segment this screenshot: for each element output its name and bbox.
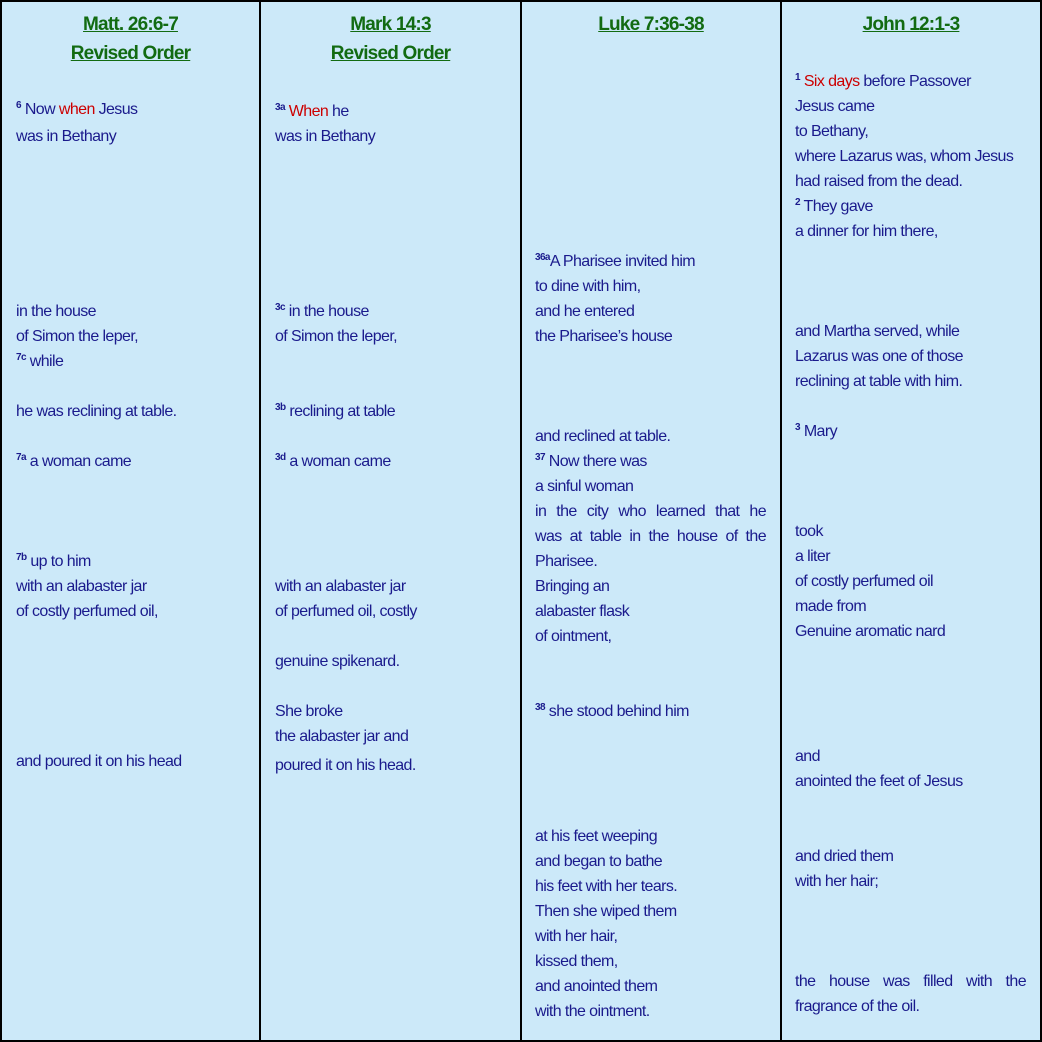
verse-line: $^{3d}$ a woman came bbox=[275, 452, 391, 470]
verse-number: 38 bbox=[535, 702, 545, 713]
verse-line: the alabaster jar and bbox=[275, 728, 409, 745]
verse-line: Genuine aromatic nard bbox=[795, 623, 946, 640]
verse-line: Jesus came bbox=[795, 98, 875, 115]
verse-number: 3d bbox=[275, 452, 286, 463]
matthew-header bbox=[2, 10, 259, 68]
highlighted-word: when bbox=[58, 101, 95, 118]
verse-line: in the city who learned that he bbox=[535, 503, 766, 520]
verse-number: 7a bbox=[16, 452, 26, 463]
verse-line: $^1$ Six days before Passover bbox=[795, 72, 971, 90]
verse-line: at his feet weeping bbox=[535, 828, 658, 845]
luke-reference: Luke 7:36-38 bbox=[598, 14, 704, 35]
verse-number: 3c bbox=[275, 302, 285, 313]
verse-line: was in Bethany bbox=[275, 128, 376, 145]
matthew-column bbox=[2, 2, 261, 1040]
verse-line: and anointed them bbox=[535, 978, 658, 995]
matthew-order-label: Revised Order bbox=[70, 43, 191, 64]
verse-line: his feet with her tears. bbox=[535, 878, 678, 895]
verse-line: took bbox=[795, 523, 823, 540]
john-header bbox=[782, 10, 1040, 39]
verse-number: 37 bbox=[535, 452, 545, 463]
verse-line: of ointment, bbox=[535, 628, 612, 645]
verse-line: and began to bathe bbox=[535, 853, 663, 870]
verse-line: reclining at table with him. bbox=[795, 373, 963, 390]
verse-line: with an alabaster jar bbox=[16, 578, 147, 595]
verse-line: with her hair, bbox=[535, 928, 618, 945]
highlighted-word: Six days bbox=[803, 73, 860, 90]
mark-column bbox=[261, 2, 522, 1040]
verse-line: genuine spikenard. bbox=[275, 653, 400, 670]
verse-line: where Lazarus was, whom Jesus bbox=[795, 148, 1014, 165]
verse-line: Bringing an bbox=[535, 578, 610, 595]
verse-number: 1 bbox=[795, 72, 800, 83]
verse-line: had raised from the dead. bbox=[795, 173, 963, 190]
verse-number: 3a bbox=[275, 102, 285, 113]
verse-line: he was reclining at table. bbox=[16, 403, 177, 420]
verse-line: $^{7c}$ while bbox=[16, 352, 64, 370]
verse-number: 36a bbox=[535, 252, 550, 263]
verse-line: Lazarus was one of those bbox=[795, 348, 963, 365]
verse-line: of perfumed oil, costly bbox=[275, 603, 417, 620]
verse-line: $^{3b}$ reclining at table bbox=[275, 402, 396, 420]
verse-line: and he entered bbox=[535, 303, 635, 320]
verse-line: $^6$ Now when Jesus bbox=[16, 100, 138, 118]
mark-reference: Mark 14:3 bbox=[350, 14, 431, 35]
verse-number: 3 bbox=[795, 422, 800, 433]
verse-line: with her hair; bbox=[795, 873, 879, 890]
verse-line: was in Bethany bbox=[16, 128, 117, 145]
verse-line: Pharisee. bbox=[535, 553, 598, 570]
verse-line: kissed them, bbox=[535, 953, 618, 970]
verse-line: made from bbox=[795, 598, 867, 615]
matthew-reference: Matt. 26:6-7 bbox=[83, 14, 178, 35]
verse-line: with the ointment. bbox=[535, 1003, 650, 1020]
luke-column bbox=[522, 2, 782, 1040]
verse-line: of costly perfumed oil, bbox=[16, 603, 158, 620]
verse-line: and Martha served, while bbox=[795, 323, 960, 340]
verse-line: and dried them bbox=[795, 848, 894, 865]
john-reference: John 12:1-3 bbox=[862, 14, 960, 35]
verse-line: and bbox=[795, 748, 820, 765]
verse-line: $^{7b}$ up to him bbox=[16, 552, 91, 570]
verse-line: and reclined at table. bbox=[535, 428, 671, 445]
verse-line: to dine with him, bbox=[535, 278, 641, 295]
verse-line: in the house bbox=[16, 303, 96, 320]
verse-line: $^{7a}$ a woman came bbox=[16, 452, 132, 470]
verse-line: of costly perfumed oil bbox=[795, 573, 933, 590]
verse-line: to Bethany, bbox=[795, 123, 869, 140]
verse-line: a dinner for him there, bbox=[795, 223, 938, 240]
verse-line: fragrance of the oil. bbox=[795, 998, 920, 1015]
verse-number: 7c bbox=[16, 352, 26, 363]
verse-line: poured it on his head. bbox=[275, 757, 416, 774]
verse-line: Then she wiped them bbox=[535, 903, 677, 920]
verse-line: with an alabaster jar bbox=[275, 578, 406, 595]
verse-line: $^2$ They gave bbox=[795, 197, 873, 215]
verse-line: a sinful woman bbox=[535, 478, 634, 495]
verse-line: the Pharisee’s house bbox=[535, 328, 673, 345]
mark-header bbox=[261, 10, 520, 68]
verse-line: $^{3a}$ When he bbox=[275, 102, 349, 120]
verse-line: a liter bbox=[795, 548, 830, 565]
verse-number: 6 bbox=[16, 100, 21, 111]
john-column bbox=[782, 2, 1040, 1040]
verse-line: $^{37}$ Now there was bbox=[535, 452, 647, 470]
verse-line: of Simon the leper, bbox=[16, 328, 139, 345]
verse-line: $^{36a}$A Pharisee invited him bbox=[535, 252, 695, 270]
verse-line: of Simon the leper, bbox=[275, 328, 398, 345]
verse-line: and poured it on his head bbox=[16, 753, 182, 770]
verse-number: 7b bbox=[16, 552, 27, 563]
mark-order-label: Revised Order bbox=[330, 43, 451, 64]
verse-line: $^{38}$ she stood behind him bbox=[535, 702, 689, 720]
highlighted-word: When bbox=[288, 103, 329, 120]
verse-number: 3b bbox=[275, 402, 286, 413]
verse-number: 2 bbox=[795, 197, 800, 208]
verse-line: $^{3c}$ in the house bbox=[275, 302, 369, 320]
verse-line: the house was filled with the bbox=[795, 973, 1026, 990]
verse-line: anointed the feet of Jesus bbox=[795, 773, 963, 790]
verse-line: was at table in the house of the bbox=[535, 528, 766, 545]
verse-line: She broke bbox=[275, 703, 343, 720]
luke-header bbox=[522, 10, 780, 39]
verse-line: alabaster flask bbox=[535, 603, 630, 620]
verse-line: $^3$ Mary bbox=[795, 422, 837, 440]
